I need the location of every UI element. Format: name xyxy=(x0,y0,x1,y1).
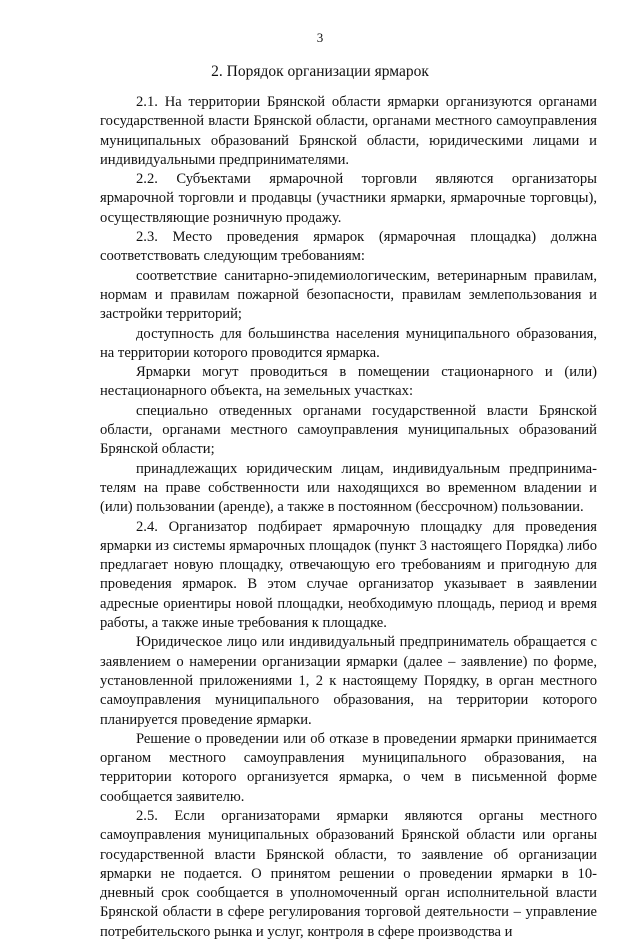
paragraph-2-1: 2.1. На территории Брянской области ярмарки организуются органами государственной власти Брянской области, органами местного самоуправления муниципальных образований Брянской области, юридическими лицами и индивидуальными предпринимателями. xyxy=(100,94,597,168)
paragraph-location-owned: принадлежащих юридическим лицам, индивидуальным предпринимателям на праве собственности или находящихся во временном владении и (или) пользовании (аренде), а также в постоянном (бессрочном) пользовании. xyxy=(100,460,597,516)
paragraph-2-4: 2.4. Организатор подбирает ярмарочную площадку для проведения ярмарки из системы ярмарочных площадок (пункт 3 настоящего Порядка) либо предлагает новую площадку, отвечающую его требованиям и пригодную для проведения ярмарок. В этом случае организатор указывает в заявлении адресные ориентиры новой площадки, необходимую площадь, период и время работы, а также иные требования к площадке. xyxy=(100,518,597,632)
page-number: 3 xyxy=(316,30,324,45)
paragraph-2-5: 2.5. Если организаторами ярмарки являются органы местного самоуправления муниципальных образований Брянской области или органы государственной власти Брянской области, то заявление об организации ярмарки не подается. О принятом решении о проведении ярмарки в 10-дневный срок сообщается в уполномоченный орган исполнительной власти Брянской области в сфере регулирования торговой деятельности – управление потребительского рынка и услуг, контроля в сфере производства и xyxy=(100,807,597,940)
paragraph-2-2: 2.2. Субъектами ярмарочной торговли являются организаторы ярмарочной торговли и продавцы (участники ярмарки, ярмарочные торговцы), осуществляющие розничную продажу. xyxy=(100,171,597,226)
document-body xyxy=(100,93,597,942)
paragraph-requirement-sanitary: соответствие санитарно-эпидемиологическим, ветеринарным правилам, нормам и правилам пожарной безопасности, правилам землепользования и застройки территорий; xyxy=(100,267,597,323)
section-title: 2. Порядок организации ярмарок xyxy=(211,63,429,80)
paragraph-requirement-accessibility: доступность для большинства населения муниципального образования, на территории которого проводится ярмарка. xyxy=(100,325,597,361)
paragraph-application: Юридическое лицо или индивидуальный предприниматель обращается с заявлением о намерении организации ярмарки (далее – заявление) по форме, установленной приложениями 1, 2 к настоящему Порядку, в орган местного самоуправления муниципального образования, на территории которого планируется проведение ярмарки. xyxy=(100,634,597,728)
paragraph-fair-locations: Ярмарки могут проводиться в помещении стационарного и (или) нестационарного объекта, на земельных участках: xyxy=(100,364,597,400)
paragraph-2-3: 2.3. Место проведения ярмарок (ярмарочная площадка) должна соответствовать следующим требованиям: xyxy=(100,229,597,265)
paragraph-decision: Решение о проведении или об отказе в проведении ярмарки принимается органом местного самоуправления муниципального образования, на территории которого организуется ярмарка, о чем в письменной форме сообщается заявителю. xyxy=(100,730,597,805)
paragraph-location-state-allocated: специально отведенных органами государственной власти Брянской области, органами местного самоуправления муниципальных образований Брянской области; xyxy=(100,402,597,458)
